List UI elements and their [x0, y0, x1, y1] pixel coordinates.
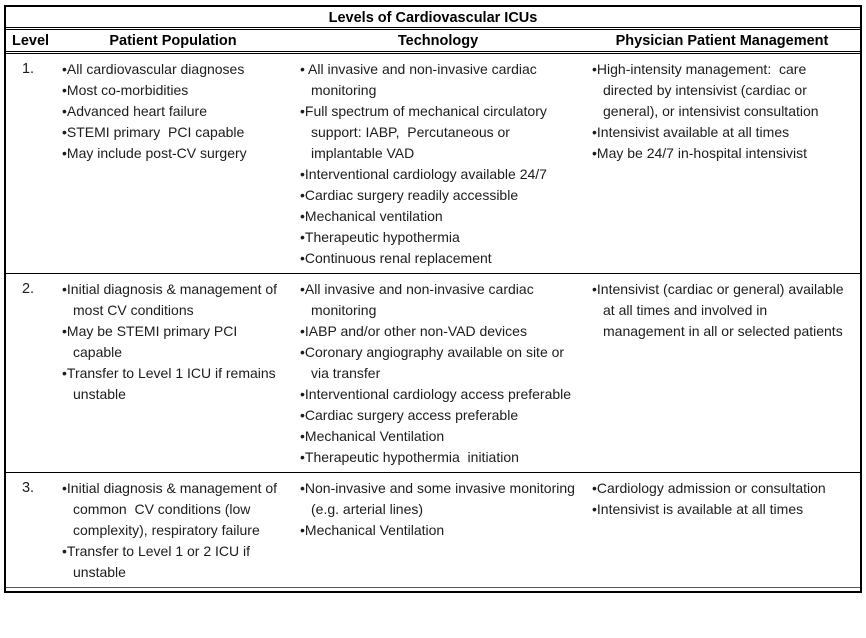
bullet-item: • Intensivist (cardiac or general) available at all times and involved in management in all or selected patients [592, 279, 851, 342]
bullet-item: • Non-invasive and some invasive monitoring (e.g. arterial lines) [300, 478, 575, 520]
bullet-item: • Cardiac surgery readily accessible [300, 185, 575, 206]
bullet-list [300, 279, 575, 468]
physician-management-cell [584, 54, 860, 273]
level-number: 2. [21, 281, 35, 297]
bullet-item: • All invasive and non-invasive cardiac monitoring [300, 59, 575, 101]
bullet-list [62, 279, 283, 405]
bullet-item: • Mechanical Ventilation [300, 426, 575, 447]
bullet-item: • High-intensity management: care directed by intensivist (cardiac or general), or intensivist consultation [592, 59, 851, 122]
table-row-level-2 [6, 273, 860, 472]
level-number: 1. [21, 61, 35, 77]
bullet-list [592, 279, 851, 342]
bullet-item: • May be 24/7 in-hospital intensivist [592, 143, 851, 164]
patient-population-cell [54, 473, 292, 587]
bullet-item: • Intensivist available at all times [592, 122, 851, 143]
bullet-item: • All cardiovascular diagnoses [62, 59, 283, 80]
bullet-item: • Therapeutic hypothermia [300, 227, 575, 248]
bullet-item: • Transfer to Level 1 ICU if remains unstable [62, 363, 283, 405]
bullet-item: • May be STEMI primary PCI capable [62, 321, 283, 363]
bullet-list [592, 59, 851, 164]
level-number: 3. [21, 480, 35, 496]
patient-population-cell [54, 274, 292, 472]
bullet-item: • IABP and/or other non-VAD devices [300, 321, 575, 342]
bullet-item: • Initial diagnosis & management of most CV conditions [62, 279, 283, 321]
bullet-item: • Interventional cardiology access preferable [300, 384, 575, 405]
bullet-item: • Continuous renal replacement [300, 248, 575, 269]
patient-population-cell [54, 54, 292, 273]
table-row-level-3 [6, 472, 860, 588]
table-header-row [6, 30, 860, 54]
bullet-item: • Advanced heart failure [62, 101, 283, 122]
bullet-item: • All invasive and non-invasive cardiac monitoring [300, 279, 575, 321]
bullet-item: • Mechanical Ventilation [300, 520, 575, 541]
column-header-physician-management: Physician Patient Management [615, 32, 829, 49]
bullet-item: • May include post-CV surgery [62, 143, 283, 164]
bullet-item: • Mechanical ventilation [300, 206, 575, 227]
bullet-list [592, 478, 851, 520]
column-header-patient-population: Patient Population [109, 32, 237, 49]
bullet-item: • Cardiac surgery access preferable [300, 405, 575, 426]
bullet-item: • Coronary angiography available on site or via transfer [300, 342, 575, 384]
bullet-list [300, 478, 583, 541]
bullet-item: • Initial diagnosis & management of common CV conditions (low complexity), respiratory failure [62, 478, 283, 541]
physician-management-cell [584, 274, 860, 472]
bullet-list [62, 59, 283, 164]
bullet-item: • Most co-morbidities [62, 80, 283, 101]
technology-cell [292, 473, 584, 587]
icu-levels-table [4, 5, 862, 593]
bullet-item: • Full spectrum of mechanical circulatory support: IABP, Percutaneous or implantable VAD [300, 101, 575, 164]
technology-cell [292, 274, 584, 472]
bullet-list [62, 478, 283, 583]
technology-cell [292, 54, 584, 273]
bullet-item: • Transfer to Level 1 or 2 ICU if unstable [62, 541, 283, 583]
table-title: Levels of Cardiovascular ICUs [6, 7, 860, 30]
bullet-item: • Therapeutic hypothermia initiation [300, 447, 575, 468]
physician-management-cell [584, 473, 860, 587]
bullet-item: • Interventional cardiology available 24/7 [300, 164, 575, 185]
bullet-item: • Intensivist is available at all times [592, 499, 851, 520]
table-row-level-1 [6, 54, 860, 273]
bullet-item: • STEMI primary PCI capable [62, 122, 283, 143]
column-header-technology: Technology [397, 32, 479, 49]
bullet-item: • Cardiology admission or consultation [592, 478, 851, 499]
column-header-level: Level [12, 32, 50, 49]
bullet-list [300, 59, 575, 269]
